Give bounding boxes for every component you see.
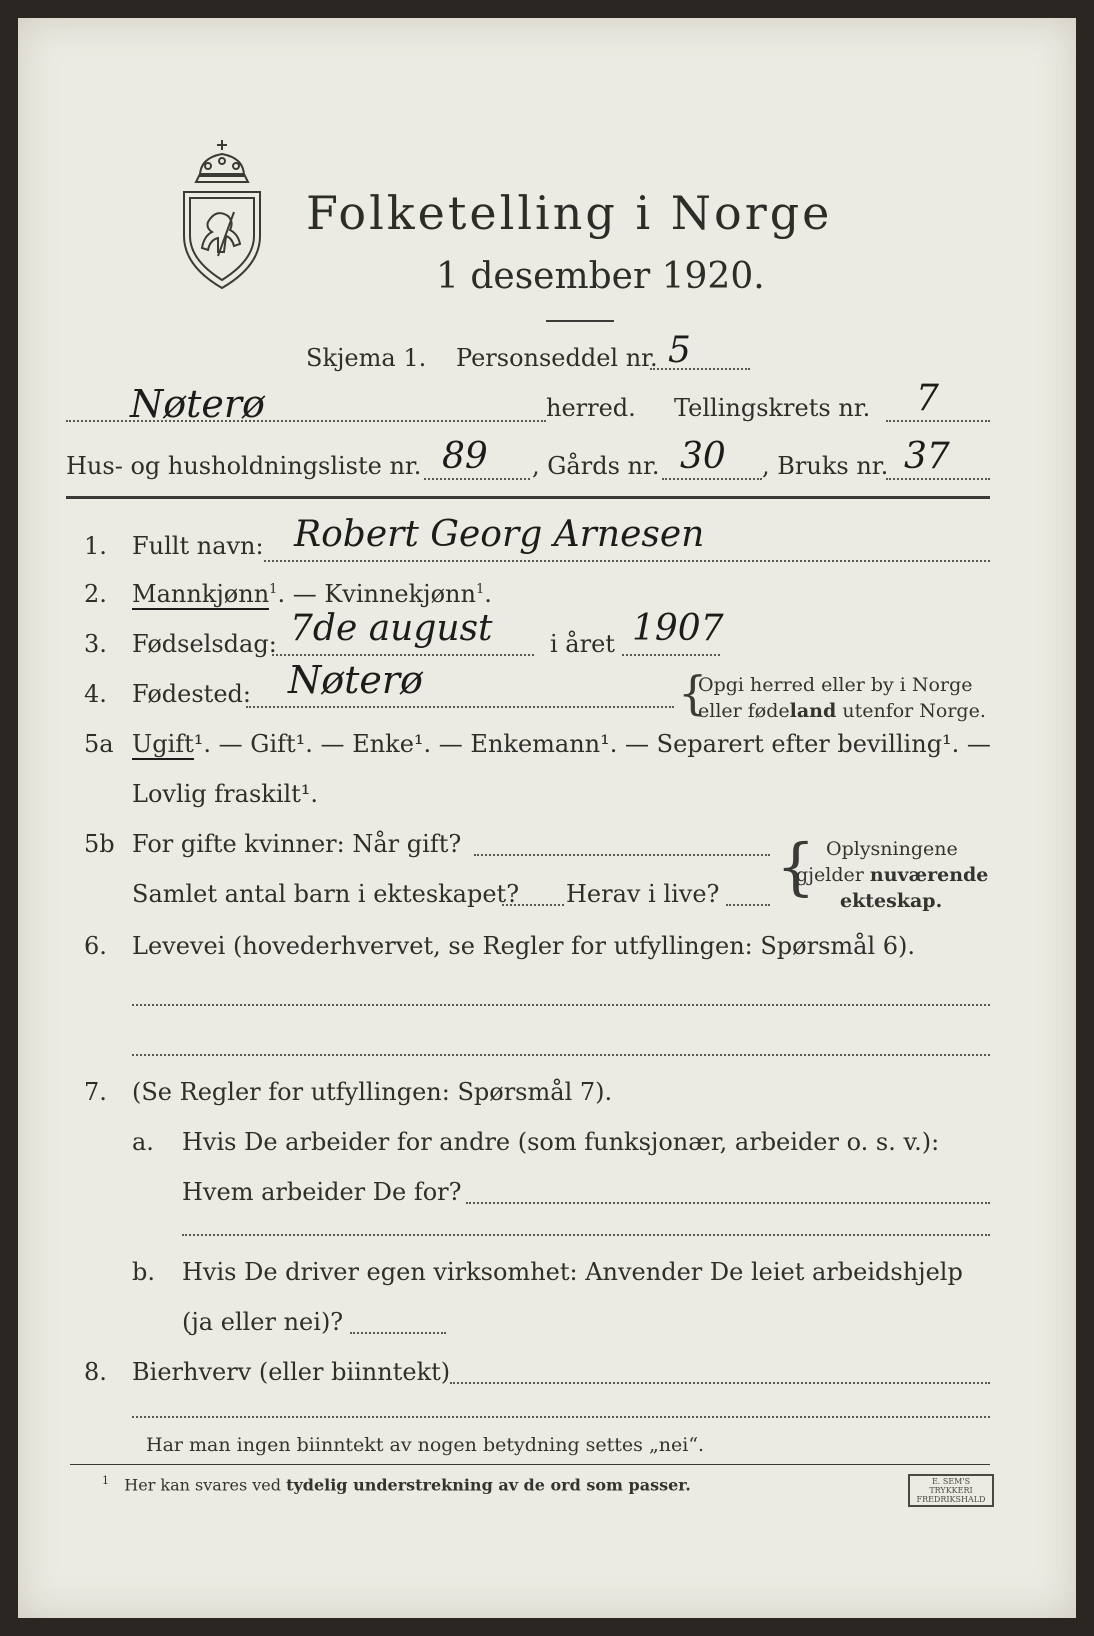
- tellingskrets-dotted-line: [886, 420, 990, 422]
- q8-number: 8.: [84, 1358, 107, 1386]
- q6-label: Levevei (hovederhvervet, se Regler for utfyllingen: Spørsmål 6).: [132, 932, 916, 960]
- q7a-line-2: Hvem arbeider De for?: [182, 1178, 462, 1206]
- q7b-letter: b.: [132, 1258, 155, 1286]
- employer-field[interactable]: [466, 1202, 990, 1204]
- q1-number: 1.: [84, 532, 107, 560]
- marital-ugift-option[interactable]: Ugift: [132, 730, 194, 758]
- sex-male-option[interactable]: Mannkjønn: [132, 580, 270, 608]
- q7a-line-1: Hvis De arbeider for andre (som funksjonær, arbeider o. s. v.):: [182, 1128, 940, 1156]
- q5b-note-1: Oplysningene: [826, 838, 958, 860]
- brace: {: [776, 830, 816, 903]
- no-income-note: Har man ingen biinntekt av nogen betydning settes „nei“.: [146, 1434, 705, 1456]
- personseddel-value[interactable]: 5: [668, 330, 691, 371]
- year-label: i året: [550, 630, 615, 658]
- footnote-text: Her kan svares ved: [124, 1475, 287, 1495]
- q3-label: Fødselsdag:: [132, 630, 277, 658]
- form-title: Folketelling i Norge: [306, 186, 833, 240]
- note-bold-text: nuværende: [869, 864, 989, 886]
- q1-label: Fullt navn:: [132, 532, 264, 560]
- birthdate-dotted-line: [272, 654, 534, 656]
- note-text: utenfor Norge.: [836, 700, 986, 722]
- q5b-children-label: Samlet antal barn i ekteskapet?: [132, 880, 520, 908]
- note-text: gjelder: [796, 864, 870, 886]
- marital-other-options[interactable]: ¹. — Gift¹. — Enke¹. — Enkemann¹. — Separert efter bevilling¹. —: [193, 730, 991, 758]
- herred-label: herred.: [546, 394, 636, 422]
- side-income-field-line-2[interactable]: [132, 1416, 990, 1418]
- q8-label: Bierhverv (eller biinntekt): [132, 1358, 451, 1386]
- occupation-field-line-2[interactable]: [132, 1054, 990, 1056]
- q7-label: (Se Regler for utfyllingen: Spørsmål 7).: [132, 1078, 613, 1106]
- employer-field-line-2[interactable]: [182, 1234, 990, 1236]
- herred-dotted-line: [66, 420, 546, 422]
- q2-number: 2.: [84, 580, 107, 608]
- norwegian-coat-of-arms-icon: [178, 136, 266, 292]
- note-text: eller føde: [698, 700, 790, 722]
- q6-number: 6.: [84, 932, 107, 960]
- husliste-label: Hus- og husholdningsliste nr.: [66, 452, 422, 480]
- bruks-dotted-line: [886, 478, 990, 480]
- herred-value[interactable]: Nøterø: [130, 382, 265, 426]
- brace: {: [678, 666, 708, 720]
- census-form-page: [18, 18, 1076, 1618]
- separator: . —: [277, 580, 325, 608]
- q5b-alive-label: Herav i live?: [566, 880, 720, 908]
- q7a-letter: a.: [132, 1128, 154, 1156]
- tellingskrets-label: Tellingskrets nr.: [674, 394, 871, 422]
- marital-status-options: [132, 730, 991, 758]
- form-date: 1 desember 1920.: [436, 256, 765, 297]
- skjema-label: Skjema 1.: [306, 344, 427, 372]
- personseddel-dotted-line: [650, 368, 750, 370]
- birthplace-note-1: Opgi herred eller by i Norge: [698, 674, 973, 696]
- q5b-married-when-label: For gifte kvinner: Når gift?: [132, 830, 462, 858]
- printer-stamp: E. SEM'S TRYKKERI FREDRIKSHALD: [908, 1474, 994, 1507]
- footer-rule: [70, 1464, 990, 1465]
- q5a-number: 5a: [84, 730, 114, 758]
- sex-female-option[interactable]: Kvinnekjønn: [324, 580, 476, 608]
- children-count-field[interactable]: [502, 904, 564, 906]
- occupation-field-line-1[interactable]: [132, 1004, 990, 1006]
- gards-dotted-line: [662, 478, 762, 480]
- birthplace-dotted-line: [246, 706, 674, 708]
- footnote-marker: 1: [475, 582, 485, 597]
- married-when-field[interactable]: [474, 854, 770, 856]
- husliste-dotted-line: [424, 478, 530, 480]
- q4-number: 4.: [84, 680, 107, 708]
- footnote: [102, 1474, 691, 1494]
- q5b-note-3: ekteskap.: [840, 890, 943, 912]
- q4-label: Fødested:: [132, 680, 251, 708]
- q7b-line-2: (ja eller nei)?: [182, 1308, 344, 1336]
- birthplace-note-2: [698, 700, 986, 722]
- note-bold-text: land: [789, 700, 837, 722]
- birth-year-dotted-line: [622, 654, 720, 656]
- children-alive-field[interactable]: [726, 904, 770, 906]
- full-name-dotted-line: [264, 560, 990, 562]
- sex-options: [132, 580, 492, 608]
- period: .: [484, 580, 492, 608]
- side-income-field[interactable]: [450, 1382, 990, 1384]
- gards-label: , Gårds nr.: [532, 452, 660, 480]
- footnote-bold-text: tydelig understrekning av de ord som passer.: [286, 1475, 691, 1495]
- personseddel-label: Personseddel nr.: [456, 344, 658, 372]
- title-divider: [546, 320, 614, 322]
- birthdate-value[interactable]: 7de august: [290, 608, 493, 649]
- bruks-label: , Bruks nr.: [762, 452, 889, 480]
- q5b-number: 5b: [84, 830, 115, 858]
- marital-fraskilt-option[interactable]: Lovlig fraskilt¹.: [132, 780, 319, 808]
- hired-help-field[interactable]: [350, 1332, 446, 1334]
- birthplace-value[interactable]: Nøterø: [288, 658, 423, 702]
- tellingskrets-value[interactable]: 7: [916, 378, 939, 419]
- husliste-value[interactable]: 89: [442, 436, 488, 477]
- gards-value[interactable]: 30: [680, 436, 726, 477]
- q7b-line-1: Hvis De driver egen virksomhet: Anvender De leiet arbeidshjelp: [182, 1258, 963, 1286]
- bruks-value[interactable]: 37: [904, 436, 950, 477]
- birth-year-value[interactable]: 1907: [632, 608, 724, 649]
- header-rule: [66, 496, 990, 499]
- q3-number: 3.: [84, 630, 107, 658]
- full-name-value[interactable]: Robert Georg Arnesen: [294, 514, 705, 555]
- q7-number: 7.: [84, 1078, 107, 1106]
- footnote-number: 1: [102, 1474, 109, 1487]
- footnote-marker: 1: [269, 582, 278, 597]
- q5b-note-2: [796, 864, 988, 886]
